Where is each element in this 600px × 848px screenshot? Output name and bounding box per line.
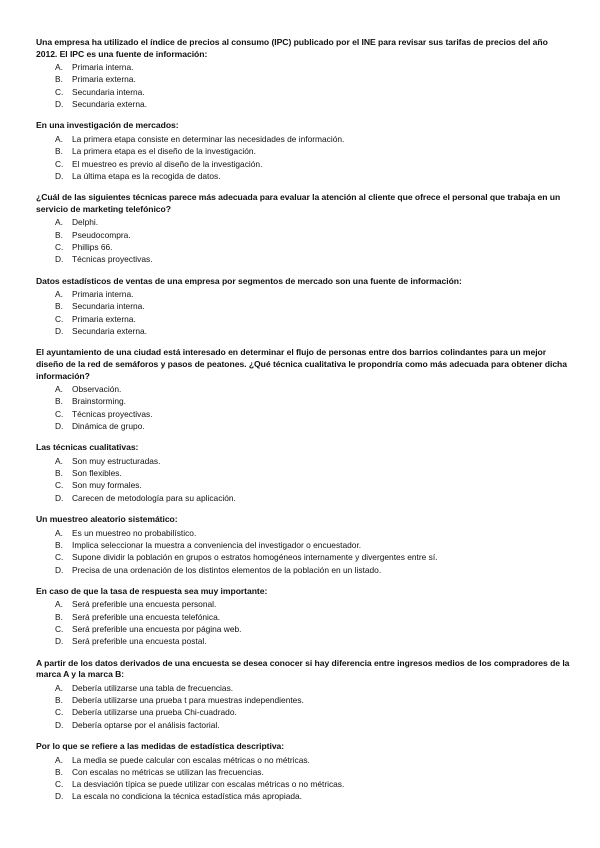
question-text: En una investigación de mercados: bbox=[36, 120, 179, 131]
question-7 bbox=[36, 514, 570, 576]
option-letter: D. bbox=[55, 420, 64, 431]
option-letter: D. bbox=[55, 719, 64, 730]
option-b bbox=[36, 694, 570, 706]
option-text: Pseudocompra. bbox=[72, 229, 131, 240]
option-b bbox=[36, 300, 570, 312]
option-text: Técnicas proyectivas. bbox=[72, 254, 153, 265]
option-a bbox=[36, 288, 570, 300]
option-d bbox=[36, 635, 570, 647]
option-list bbox=[36, 598, 570, 647]
option-c bbox=[36, 313, 570, 325]
option-text: Precisa de una ordenación de los distintos elementos de la población en un listado. bbox=[72, 564, 382, 575]
option-text: Secundaria externa. bbox=[72, 326, 147, 337]
option-letter: A. bbox=[55, 133, 63, 144]
option-text: Supone dividir la población en grupos o estratos homogéneos internamente y divergentes entre sí. bbox=[72, 552, 438, 563]
option-letter: C. bbox=[55, 779, 64, 790]
option-letter: D. bbox=[55, 170, 64, 181]
option-c bbox=[36, 86, 570, 98]
option-list bbox=[36, 383, 570, 432]
option-text: Será preferible una encuesta por página web. bbox=[72, 624, 242, 635]
option-text: Delphi. bbox=[72, 217, 99, 228]
option-text: La escala no condiciona la técnica estadística más apropiada. bbox=[72, 791, 302, 802]
option-d bbox=[36, 170, 570, 182]
option-text: Observación. bbox=[72, 384, 122, 395]
option-c bbox=[36, 623, 570, 635]
option-letter: A. bbox=[55, 217, 63, 228]
option-text: Primaria interna. bbox=[72, 62, 134, 73]
option-letter: A. bbox=[55, 289, 63, 300]
option-letter: D. bbox=[55, 564, 64, 575]
option-b bbox=[36, 766, 570, 778]
option-letter: C. bbox=[55, 158, 64, 169]
option-letter: C. bbox=[55, 86, 64, 97]
option-letter: A. bbox=[55, 682, 63, 693]
option-text: Carecen de metodología para su aplicación. bbox=[72, 492, 236, 503]
option-list bbox=[36, 288, 570, 337]
option-c bbox=[36, 706, 570, 718]
option-text: Técnicas proyectivas. bbox=[72, 408, 153, 419]
question-text: Datos estadísticos de ventas de una empresa por segmentos de mercado son una fuente de información: bbox=[36, 275, 462, 286]
question-5 bbox=[36, 347, 570, 432]
option-a bbox=[36, 61, 570, 73]
option-a bbox=[36, 216, 570, 228]
option-letter: B. bbox=[55, 229, 63, 240]
option-text: Son muy formales. bbox=[72, 480, 142, 491]
option-text: El muestreo es previo al diseño de la investigación. bbox=[72, 158, 263, 169]
option-letter: B. bbox=[55, 468, 63, 479]
option-b bbox=[36, 395, 570, 407]
option-a bbox=[36, 383, 570, 395]
option-text: Phillips 66. bbox=[72, 241, 113, 252]
option-letter: B. bbox=[55, 766, 63, 777]
option-c bbox=[36, 408, 570, 420]
option-letter: B. bbox=[55, 146, 63, 157]
question-4 bbox=[36, 276, 570, 338]
option-list bbox=[36, 216, 570, 265]
option-text: Debería optarse por el análisis factorial. bbox=[72, 719, 220, 730]
option-d bbox=[36, 420, 570, 432]
option-letter: D. bbox=[55, 254, 64, 265]
option-letter: C. bbox=[55, 624, 64, 635]
question-text: Las técnicas cualitativas: bbox=[36, 442, 139, 453]
option-text: Es un muestreo no probabilístico. bbox=[72, 527, 197, 538]
option-letter: B. bbox=[55, 301, 63, 312]
option-text: Con escalas no métricas se utilizan las frecuencias. bbox=[72, 766, 264, 777]
option-letter: D. bbox=[55, 492, 64, 503]
option-a bbox=[36, 133, 570, 145]
option-text: Será preferible una encuesta telefónica. bbox=[72, 611, 221, 622]
option-text: Primaria interna. bbox=[72, 289, 134, 300]
option-text: Será preferible una encuesta personal. bbox=[72, 599, 217, 610]
option-c bbox=[36, 479, 570, 491]
option-letter: A. bbox=[55, 384, 63, 395]
option-letter: C. bbox=[55, 313, 64, 324]
option-text: Son muy estructuradas. bbox=[72, 455, 161, 466]
option-list bbox=[36, 61, 570, 110]
option-a bbox=[36, 598, 570, 610]
option-list bbox=[36, 527, 570, 576]
option-b bbox=[36, 611, 570, 623]
question-text: Por lo que se refiere a las medidas de estadística descriptiva: bbox=[36, 741, 285, 751]
option-letter: D. bbox=[55, 636, 64, 647]
option-letter: B. bbox=[55, 539, 63, 550]
option-letter: A. bbox=[55, 527, 63, 538]
option-letter: D. bbox=[55, 326, 64, 337]
option-list bbox=[36, 455, 570, 504]
question-9 bbox=[36, 658, 570, 731]
option-letter: B. bbox=[55, 74, 63, 85]
question-6 bbox=[36, 442, 570, 504]
option-d bbox=[36, 325, 570, 337]
option-d bbox=[36, 719, 570, 731]
option-letter: D. bbox=[55, 99, 64, 110]
option-letter: A. bbox=[55, 599, 63, 610]
option-text: La última etapa es la recogida de datos. bbox=[72, 170, 221, 181]
option-text: La media se puede calcular con escalas métricas o no métricas. bbox=[72, 754, 310, 765]
option-b bbox=[36, 467, 570, 479]
question-1 bbox=[36, 37, 570, 110]
option-d bbox=[36, 790, 570, 802]
option-letter: A. bbox=[55, 754, 63, 765]
question-text: ¿Cuál de las siguientes técnicas parece más adecuada para evaluar la atención al cliente que ofrece el personal que trabaja en un servicio de marketing telefónico? bbox=[36, 192, 561, 214]
option-d bbox=[36, 564, 570, 576]
option-text: Secundaria interna. bbox=[72, 301, 145, 312]
option-c bbox=[36, 778, 570, 790]
option-letter: B. bbox=[55, 695, 63, 706]
question-2 bbox=[36, 120, 570, 182]
option-list bbox=[36, 754, 570, 803]
option-letter: C. bbox=[55, 552, 64, 563]
option-d bbox=[36, 98, 570, 110]
option-a bbox=[36, 754, 570, 766]
option-letter: B. bbox=[55, 611, 63, 622]
option-c bbox=[36, 551, 570, 563]
option-text: Dinámica de grupo. bbox=[72, 420, 145, 431]
option-a bbox=[36, 682, 570, 694]
option-text: Secundaria externa. bbox=[72, 99, 147, 110]
option-list bbox=[36, 133, 570, 182]
option-letter: A. bbox=[55, 455, 63, 466]
option-text: La primera etapa es el diseño de la investigación. bbox=[72, 146, 256, 157]
option-text: Debería utilizarse una tabla de frecuencias. bbox=[72, 682, 234, 693]
option-d bbox=[36, 492, 570, 504]
option-text: Debería utilizarse una prueba Chi-cuadrado. bbox=[72, 707, 237, 718]
option-a bbox=[36, 527, 570, 539]
question-text: Un muestreo aleatorio sistemático: bbox=[36, 514, 178, 525]
question-10 bbox=[36, 741, 570, 803]
option-letter: A. bbox=[55, 62, 63, 73]
option-text: Debería utilizarse una prueba t para muestras independientes. bbox=[72, 695, 304, 706]
option-a bbox=[36, 455, 570, 467]
option-text: Primaria externa. bbox=[72, 313, 136, 324]
option-b bbox=[36, 229, 570, 241]
option-b bbox=[36, 145, 570, 157]
option-letter: D. bbox=[55, 791, 64, 802]
option-text: Son flexibles. bbox=[72, 468, 122, 479]
question-text: Una empresa ha utilizado el índice de precios al consumo (IPC) publicado por el INE para revisar sus tarifas de precios del año 2012. El IPC es una fuente de información: bbox=[36, 37, 548, 59]
option-c bbox=[36, 241, 570, 253]
option-b bbox=[36, 73, 570, 85]
option-letter: C. bbox=[55, 480, 64, 491]
option-text: Será preferible una encuesta postal. bbox=[72, 636, 207, 647]
option-letter: C. bbox=[55, 408, 64, 419]
option-text: La desviación típica se puede utilizar con escalas métricas o no métricas. bbox=[72, 779, 345, 790]
option-d bbox=[36, 253, 570, 265]
option-list bbox=[36, 682, 570, 731]
option-text: Secundaria interna. bbox=[72, 86, 145, 97]
option-letter: B. bbox=[55, 396, 63, 407]
option-c bbox=[36, 158, 570, 170]
question-text: En caso de que la tasa de respuesta sea muy importante: bbox=[36, 585, 268, 596]
option-text: La primera etapa consiste en determinar las necesidades de información. bbox=[72, 133, 345, 144]
option-text: Brainstorming. bbox=[72, 396, 126, 407]
question-3 bbox=[36, 192, 570, 265]
option-text: Primaria externa. bbox=[72, 74, 136, 85]
option-b bbox=[36, 539, 570, 551]
question-8 bbox=[36, 586, 570, 648]
question-text: El ayuntamiento de una ciudad está interesado en determinar el flujo de personas entre dos barrios colindantes para un mejor diseño de la red de semáforos y pasos de peatones. ¿Qué técnica cualitativa le propondría como más adecuada para obtener dicha información? bbox=[36, 347, 567, 381]
option-text: Implica seleccionar la muestra a conveniencia del investigador o encuestador. bbox=[72, 539, 362, 550]
option-letter: C. bbox=[55, 707, 64, 718]
question-text: A partir de los datos derivados de una encuesta se desea conocer si hay diferencia entre ingresos medios de los compradores de la marca A y la marca B: bbox=[36, 657, 570, 680]
option-letter: C. bbox=[55, 241, 64, 252]
